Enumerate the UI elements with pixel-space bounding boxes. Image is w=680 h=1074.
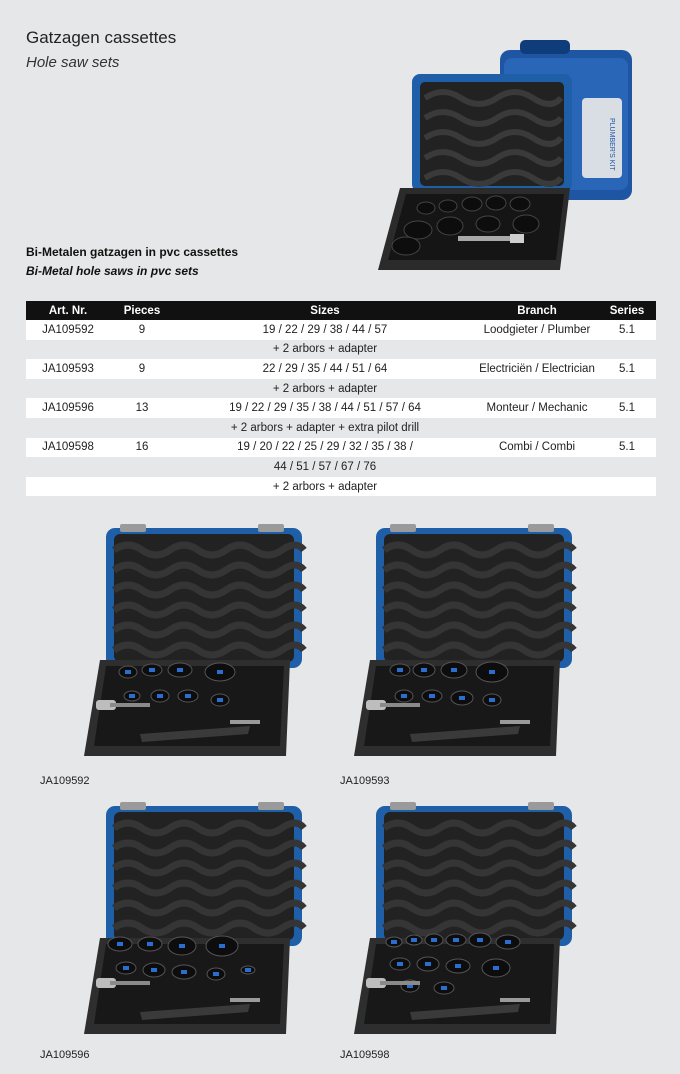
table-row (26, 438, 656, 458)
cell-extra: + 2 arbors + adapter (174, 340, 476, 360)
cell-sizes: 19 / 22 / 29 / 38 / 44 / 57 (174, 320, 476, 340)
cell-pieces: 9 (110, 359, 174, 379)
table-row (26, 320, 656, 340)
product-caption: JA109596 (40, 1049, 90, 1061)
cell-art: JA109592 (26, 320, 110, 340)
table-row-extra (26, 379, 656, 399)
table-row-extra (26, 457, 656, 477)
cell-extra: + 2 arbors + adapter + extra pilot drill (174, 418, 476, 438)
col-header-sizes: Sizes (174, 301, 476, 320)
table-header-row (26, 301, 656, 320)
cell-sizes: 22 / 29 / 35 / 44 / 51 / 64 (174, 359, 476, 379)
page-subtitle: Hole saw sets (26, 54, 120, 71)
hero-case-image (370, 38, 640, 278)
cell-pieces: 9 (110, 320, 174, 340)
product-caption: JA109593 (340, 775, 390, 787)
closed-case-label: PLUMBER'S KIT (608, 118, 615, 171)
open-case-image (378, 74, 572, 270)
product-image-1 (80, 520, 310, 770)
col-header-pieces: Pieces (110, 301, 174, 320)
section-subtitle: Bi-Metal hole saws in pvc sets (26, 264, 199, 278)
product-image-4 (350, 798, 580, 1048)
cell-pieces: 13 (110, 398, 174, 418)
cell-series: 5.1 (598, 320, 656, 340)
cell-series: 5.1 (598, 359, 656, 379)
spec-table (26, 301, 656, 496)
page-title: Gatzagen cassettes (26, 28, 177, 47)
cell-branch: Combi / Combi (476, 438, 598, 458)
cell-pieces: 16 (110, 438, 174, 458)
table-row-extra (26, 340, 656, 360)
cell-art: JA109593 (26, 359, 110, 379)
section-title: Bi-Metalen gatzagen in pvc cassettes (26, 245, 239, 259)
cell-extra: 44 / 51 / 57 / 67 / 76 (174, 457, 476, 477)
cell-branch: Monteur / Mechanic (476, 398, 598, 418)
table-row-extra (26, 418, 656, 438)
cell-extra: + 2 arbors + adapter (174, 379, 476, 399)
cell-sizes: 19 / 22 / 29 / 35 / 38 / 44 / 51 / 57 / 64 (174, 398, 476, 418)
cell-sizes: 19 / 20 / 22 / 25 / 29 / 32 / 35 / 38 / (174, 438, 476, 458)
cell-series: 5.1 (598, 398, 656, 418)
cell-branch: Loodgieter / Plumber (476, 320, 598, 340)
table-row (26, 359, 656, 379)
product-caption: JA109592 (40, 775, 90, 787)
cell-extra: + 2 arbors + adapter (174, 477, 476, 497)
cell-series: 5.1 (598, 438, 656, 458)
col-header-series: Series (598, 301, 656, 320)
cell-branch: Electriciën / Electrician (476, 359, 598, 379)
table-row-extra (26, 477, 656, 497)
cell-art: JA109596 (26, 398, 110, 418)
product-caption: JA109598 (340, 1049, 390, 1061)
product-image-3 (80, 798, 310, 1048)
col-header-branch: Branch (476, 301, 598, 320)
col-header-art: Art. Nr. (26, 301, 110, 320)
product-image-2 (350, 520, 580, 770)
table-row (26, 398, 656, 418)
cell-art: JA109598 (26, 438, 110, 458)
